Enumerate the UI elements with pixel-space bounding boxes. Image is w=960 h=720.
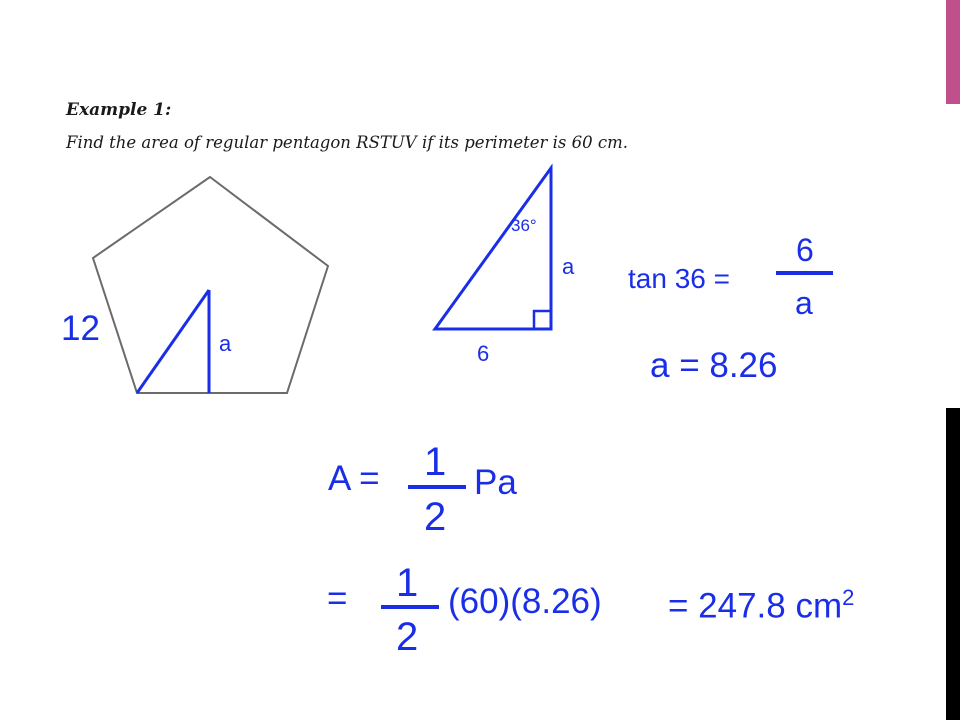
pentagon-hypotenuse	[137, 290, 209, 393]
area-lhs: A =	[328, 459, 380, 498]
tangent-fraction-bar	[776, 271, 833, 275]
calc-fraction-bar	[381, 605, 439, 609]
calc-numerator: 1	[396, 561, 419, 605]
tangent-numerator: 6	[796, 232, 814, 268]
pentagon-side-label: 12	[61, 309, 100, 348]
triangle-angle-label: 36°	[511, 216, 537, 235]
area-denominator: 2	[424, 495, 447, 539]
calc-product: (60)(8.26)	[448, 582, 602, 621]
calc-denominator: 2	[396, 615, 419, 659]
calc-result-exponent: 2	[842, 585, 855, 610]
area-numerator: 1	[424, 440, 447, 484]
tangent-denominator: a	[795, 285, 813, 321]
triangle-height-label: a	[562, 254, 575, 279]
calc-result-value: = 247.8 cm	[668, 586, 843, 626]
right-triangle	[435, 168, 551, 329]
example-title: Example 1:	[66, 100, 172, 120]
calc-result	[668, 587, 854, 624]
area-rhs: Pa	[474, 463, 517, 502]
right-angle-marker	[534, 311, 551, 329]
triangle-base-label: 6	[477, 341, 490, 366]
calc-equals: =	[327, 579, 348, 618]
example-question: Find the area of regular pentagon RSTUV if its perimeter is 60 cm.	[66, 133, 628, 152]
area-fraction-bar	[408, 485, 466, 489]
tangent-result: a = 8.26	[650, 346, 778, 385]
tangent-lhs: tan 36 =	[628, 263, 730, 294]
pentagon-apothem-label: a	[219, 331, 232, 356]
